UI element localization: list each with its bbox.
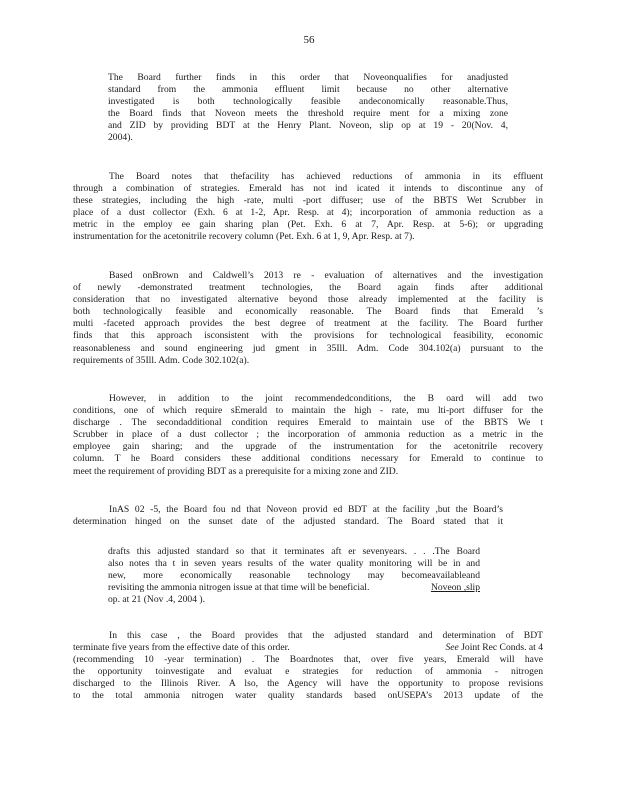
text-line: also notes tha t in seven years results of the water quality monitoring will be in and (108, 558, 480, 570)
text-line: In this case , the Board provides that the adjusted standard and determination of BDT (109, 630, 543, 641)
text-line: through a combination of strategies. Emerald has not ind icated it intends to discontinue any of (73, 183, 543, 195)
paragraph-5 (73, 504, 503, 528)
text-line: (recommending 10 -year termination) . The Boardnotes that, over five years, Emerald will have (73, 654, 543, 666)
text-line: determination hinged on the sunset date of the adjusted standard. The Board stated that it (73, 516, 503, 528)
text-line (108, 582, 480, 594)
text-line: discharged to the Illinois River. A lso, the Agency will have the opportunity to propose revisions (73, 678, 543, 690)
block-quote (108, 546, 480, 606)
text-line: drafts this adjusted standard so that it terminates aft er sevenyears. . . .The Board (108, 546, 480, 557)
text-line: meet the requirement of providing BDT as a prerequisite for a mixing zone and ZID. (73, 465, 399, 477)
text-line: both technologically feasible and economically reasonable. The Board finds that Emerald ’s (73, 306, 543, 318)
text-line: op. at 21 (Nov .4, 2004 ). (108, 594, 205, 606)
text-segment: terminate five years from the effective date of this order. (73, 642, 290, 654)
text-line: requirements of 35Ill. Adm. Code 302.102(a). (73, 354, 250, 366)
paragraph-2 (73, 171, 543, 244)
paragraph-7 (73, 630, 543, 703)
text-line: to the total ammonia nitrogen water quality standards based onUSEPA’s 2013 update of the (73, 690, 543, 702)
paragraph-1 (108, 72, 508, 145)
text-line (73, 642, 543, 654)
quote-text: revisiting the ammonia nitrogen issue at that time will be beneficial. (108, 582, 370, 594)
text-line: multi -faceted approach provides the best degree of treatment at the facility. The Board further (73, 318, 543, 330)
text-line: metric in the employ ee gain sharing plan (Pet. Exh. 6 at 7, Apr. Resp. at 5-6); or upgrading (73, 219, 543, 231)
text-line: instrumentation for the acetonitrile recovery column (Pet. Exh. 6 at 1, 9, Apr. Resp. at 7). (73, 231, 415, 243)
text-line: standard from the ammonia effluent limit because no other alternative (108, 84, 508, 96)
text-line: the Board finds that Noveon meets the threshold require ment for a mixing zone (108, 108, 508, 120)
text-line: investigated is both technologically feasible andeconomically reasonable.Thus, (108, 96, 508, 108)
text-line: reasonableness and sound engineering jud gment in 35Ill. Adm. Code 304.102(a) pursuant to the (73, 342, 543, 354)
text-line: 2004). (108, 132, 133, 144)
text-line: and ZID by providing BDT at the Henry Plant. Noveon, slip op at 19 - 20(Nov. 4, (108, 120, 508, 132)
text-line: place of a dust collector (Exh. 6 at 1-2, Apr. Resp. at 4); incorporation of ammonia reduction as a (73, 207, 543, 219)
text-line: InAS 02 -5, the Board fou nd that Noveon provid ed BDT at the facility ,but the Board’s (109, 504, 503, 515)
text-line: these strategies, including the high -rate, multi -port diffuser; use of the BBTS Wet Scrubber in (73, 195, 543, 207)
text-line: Based onBrown and Caldwell’s 2013 re - evaluation of alternatives and the investigation (109, 270, 543, 281)
text-line: The Board further finds in this order that Noveonqualifies for anadjusted (108, 72, 508, 83)
text-line: conditions, one of which require sEmerald to maintain the high - rate, mu lti-port diffuser for the (73, 405, 543, 417)
text-line: discharge . The secondadditional condition requires Emerald to maintain use of the BBTS We t (73, 417, 543, 429)
case-citation: Noveon ,slip (430, 582, 480, 594)
paragraph-3 (73, 270, 543, 367)
text-line: consideration that no investigated alternative beyond those already implemented at the facility is (73, 294, 543, 306)
text-line: finds that this approach isconsistent with the provisions for technological feasibility, economic (73, 330, 543, 342)
citation: Joint Rec Conds. at 4 (461, 642, 543, 654)
text-line: The Board notes that thefacility has achieved reductions of ammonia in its effluent (109, 171, 543, 182)
text-line: the opportunity toinvestigate and evaluat e strategies for reduction of ammonia - nitrogen (73, 666, 543, 678)
text-line: new, more economically reasonable technology may becomeavailableand (108, 570, 480, 582)
text-line: column. T he Board considers these additional conditions necessary for Emerald to continue to (73, 453, 543, 465)
page-number: 56 (303, 34, 315, 46)
text-segment (445, 642, 543, 654)
text-line: Scrubber in place of a dust collector ; the incorporation of ammonia reduction as a metric in the (73, 429, 543, 441)
text-line: employee gain sharing; and the upgrade of the instrumentation for the acetonitrile recovery (73, 441, 543, 453)
text-line: However, in addition to the joint recommendedconditions, the B oard will add two (109, 393, 543, 404)
see-signal: See (445, 642, 459, 654)
text-line: of newly -demonstrated treatment technologies, the Board again finds after additional (73, 282, 543, 294)
paragraph-4 (73, 393, 543, 478)
